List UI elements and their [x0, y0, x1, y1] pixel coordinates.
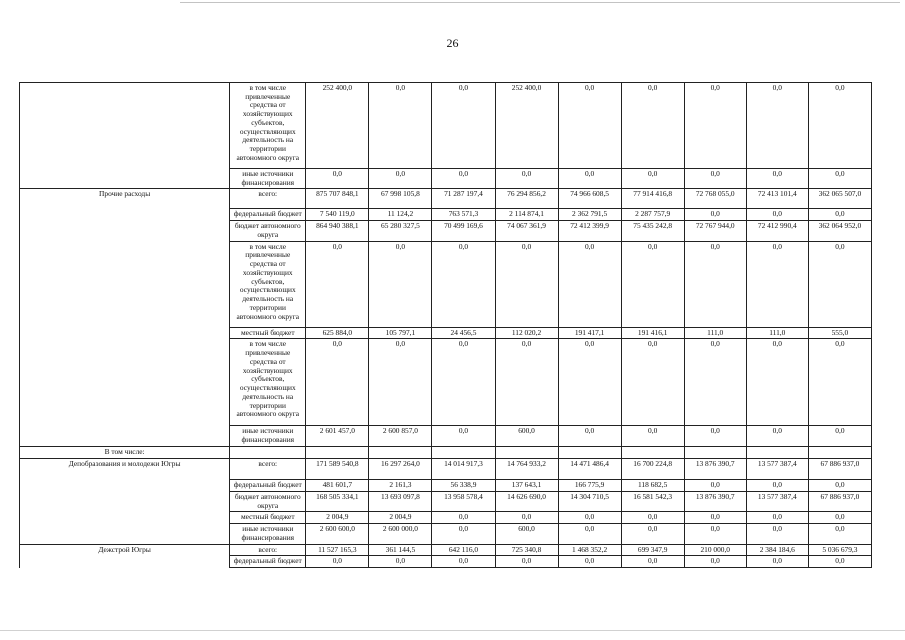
- value-cell: 2 004,9: [306, 512, 369, 524]
- value-cell: 2 600 600,0: [306, 524, 369, 544]
- value-cell: 0,0: [808, 512, 871, 524]
- value-cell: 0,0: [558, 426, 621, 447]
- value-cell: 555,0: [808, 327, 871, 339]
- value-cell: 0,0: [621, 426, 684, 447]
- value-cell: 875 707 848,1: [306, 189, 369, 209]
- funding-source-cell: бюджет автономного округа: [230, 221, 306, 241]
- value-cell: 0,0: [808, 209, 871, 221]
- value-cell: 0,0: [369, 339, 432, 426]
- funding-source-cell: местный бюджет: [230, 512, 306, 524]
- value-cell: 362 064 952,0: [808, 221, 871, 241]
- row-label-cell: [20, 480, 230, 492]
- value-cell: 361 144,5: [369, 544, 432, 556]
- table-row: [20, 327, 872, 339]
- value-cell: 0,0: [621, 83, 684, 169]
- value-cell: 2 600 000,0: [369, 524, 432, 544]
- value-cell: 0,0: [684, 169, 746, 189]
- value-cell: 65 280 327,5: [369, 221, 432, 241]
- value-cell: 0,0: [684, 556, 746, 568]
- value-cell: 0,0: [746, 339, 808, 426]
- value-cell: 252 400,0: [306, 83, 369, 169]
- table-row: [20, 339, 872, 426]
- value-cell: 105 797,1: [369, 327, 432, 339]
- value-cell: 252 400,0: [495, 83, 558, 169]
- value-cell: 0,0: [684, 339, 746, 426]
- value-cell: 0,0: [495, 512, 558, 524]
- value-cell: 14 626 690,0: [495, 491, 558, 511]
- value-cell: 67 886 937,0: [808, 459, 871, 480]
- value-cell: 0,0: [746, 524, 808, 544]
- value-cell: 2 161,3: [369, 480, 432, 492]
- value-cell: 137 643,1: [495, 480, 558, 492]
- row-label-cell: [20, 556, 230, 568]
- value-cell: 625 884,0: [306, 327, 369, 339]
- funding-source-cell: в том числе привлеченные средства от хозяйствующих субъектов, осуществляющих деятельность на территории автономного округа: [230, 241, 306, 327]
- value-cell: 0,0: [432, 426, 495, 447]
- value-cell: 0,0: [684, 426, 746, 447]
- value-cell: 0,0: [306, 339, 369, 426]
- value-cell: 2 287 757,9: [621, 209, 684, 221]
- table-row: [20, 512, 872, 524]
- value-cell: 0,0: [808, 426, 871, 447]
- value-cell: 7 540 119,0: [306, 209, 369, 221]
- funding-source-cell: в том числе привлеченные средства от хозяйствующих субъектов, осуществляющих деятельность на территории автономного округа: [230, 339, 306, 426]
- value-cell: 0,0: [495, 241, 558, 327]
- value-cell: 481 601,7: [306, 480, 369, 492]
- value-cell: 0,0: [558, 169, 621, 189]
- value-cell: 0,0: [621, 241, 684, 327]
- value-cell: 77 914 416,8: [621, 189, 684, 209]
- value-cell: 0,0: [621, 512, 684, 524]
- value-cell: 0,0: [746, 512, 808, 524]
- row-label-cell: Прочие расходы: [20, 189, 230, 209]
- value-cell: [684, 447, 746, 459]
- value-cell: 14 014 917,3: [432, 459, 495, 480]
- value-cell: 24 456,5: [432, 327, 495, 339]
- value-cell: 111,0: [684, 327, 746, 339]
- value-cell: 2 384 184,6: [746, 544, 808, 556]
- value-cell: 171 589 540,8: [306, 459, 369, 480]
- value-cell: [808, 447, 871, 459]
- value-cell: 0,0: [432, 169, 495, 189]
- row-label-cell: [20, 512, 230, 524]
- value-cell: [495, 447, 558, 459]
- value-cell: [369, 447, 432, 459]
- value-cell: 699 347,9: [621, 544, 684, 556]
- value-cell: 2 601 457,0: [306, 426, 369, 447]
- value-cell: 0,0: [432, 524, 495, 544]
- value-cell: 72 767 944,0: [684, 221, 746, 241]
- table-row: [20, 209, 872, 221]
- table-row: [20, 491, 872, 511]
- value-cell: 11 124,2: [369, 209, 432, 221]
- funding-source-cell: иные источники финансирования: [230, 426, 306, 447]
- value-cell: 0,0: [558, 241, 621, 327]
- value-cell: 0,0: [621, 339, 684, 426]
- scan-edge-top: [180, 2, 900, 3]
- funding-source-cell: иные источники финансирования: [230, 524, 306, 544]
- table-row: [20, 189, 872, 209]
- value-cell: [432, 447, 495, 459]
- value-cell: 13 958 578,4: [432, 491, 495, 511]
- value-cell: 13 876 390,7: [684, 459, 746, 480]
- funding-source-cell: всего:: [230, 189, 306, 209]
- funding-source-cell: в том числе привлеченные средства от хозяйствующих субъектов, осуществляющих деятельность на территории автономного округа: [230, 83, 306, 169]
- row-label-cell: [20, 426, 230, 447]
- row-label-cell: Дежстрой Югры: [20, 544, 230, 556]
- value-cell: 67 886 937,0: [808, 491, 871, 511]
- value-cell: 13 693 097,8: [369, 491, 432, 511]
- value-cell: 0,0: [621, 169, 684, 189]
- value-cell: 0,0: [432, 556, 495, 568]
- value-cell: 13 876 390,7: [684, 491, 746, 511]
- value-cell: 0,0: [432, 339, 495, 426]
- table-row: [20, 459, 872, 480]
- value-cell: 2 114 874,1: [495, 209, 558, 221]
- value-cell: 16 700 224,8: [621, 459, 684, 480]
- value-cell: 14 764 933,2: [495, 459, 558, 480]
- value-cell: 0,0: [558, 339, 621, 426]
- value-cell: 70 499 169,6: [432, 221, 495, 241]
- value-cell: 0,0: [432, 241, 495, 327]
- table-row: [20, 169, 872, 189]
- value-cell: 0,0: [808, 83, 871, 169]
- value-cell: 0,0: [808, 480, 871, 492]
- value-cell: 2 362 791,5: [558, 209, 621, 221]
- value-cell: 0,0: [808, 524, 871, 544]
- value-cell: 642 116,0: [432, 544, 495, 556]
- value-cell: 0,0: [684, 241, 746, 327]
- table-row: [20, 480, 872, 492]
- scan-edge-bottom: [0, 630, 905, 631]
- value-cell: 71 287 197,4: [432, 189, 495, 209]
- value-cell: 2 004,9: [369, 512, 432, 524]
- funding-source-cell: федеральный бюджет: [230, 556, 306, 568]
- table-row: [20, 556, 872, 568]
- row-label-cell: Депобразования и молодежи Югры: [20, 459, 230, 480]
- value-cell: 2 600 857,0: [369, 426, 432, 447]
- value-cell: 67 998 105,8: [369, 189, 432, 209]
- value-cell: 0,0: [495, 339, 558, 426]
- funding-source-cell: местный бюджет: [230, 327, 306, 339]
- value-cell: 0,0: [306, 169, 369, 189]
- value-cell: 74 067 361,9: [495, 221, 558, 241]
- value-cell: 0,0: [369, 241, 432, 327]
- table-row: [20, 241, 872, 327]
- value-cell: 0,0: [746, 426, 808, 447]
- funding-source-cell: федеральный бюджет: [230, 209, 306, 221]
- value-cell: 191 417,1: [558, 327, 621, 339]
- funding-source-cell: бюджет автономного округа: [230, 491, 306, 511]
- value-cell: 111,0: [746, 327, 808, 339]
- value-cell: 0,0: [558, 83, 621, 169]
- value-cell: 0,0: [306, 556, 369, 568]
- value-cell: 0,0: [621, 556, 684, 568]
- value-cell: [306, 447, 369, 459]
- row-label-cell: [20, 169, 230, 189]
- table-body: [20, 83, 872, 568]
- value-cell: [621, 447, 684, 459]
- value-cell: 191 416,1: [621, 327, 684, 339]
- value-cell: 56 338,9: [432, 480, 495, 492]
- value-cell: 1 468 352,2: [558, 544, 621, 556]
- value-cell: 166 775,9: [558, 480, 621, 492]
- table-row: [20, 447, 872, 459]
- value-cell: 0,0: [558, 512, 621, 524]
- value-cell: 763 571,3: [432, 209, 495, 221]
- row-label-cell: [20, 491, 230, 511]
- value-cell: 0,0: [808, 556, 871, 568]
- funding-source-cell: иные источники финансирования: [230, 169, 306, 189]
- value-cell: 0,0: [558, 524, 621, 544]
- funding-source-cell: [230, 447, 306, 459]
- value-cell: 74 966 608,5: [558, 189, 621, 209]
- value-cell: 0,0: [369, 556, 432, 568]
- table-row: [20, 544, 872, 556]
- value-cell: 168 505 334,1: [306, 491, 369, 511]
- value-cell: 0,0: [746, 480, 808, 492]
- value-cell: 76 294 856,2: [495, 189, 558, 209]
- value-cell: [558, 447, 621, 459]
- value-cell: 72 412 399,9: [558, 221, 621, 241]
- value-cell: 0,0: [495, 556, 558, 568]
- value-cell: [746, 447, 808, 459]
- value-cell: 0,0: [684, 209, 746, 221]
- value-cell: 600,0: [495, 426, 558, 447]
- value-cell: 16 581 542,3: [621, 491, 684, 511]
- value-cell: 72 412 990,4: [746, 221, 808, 241]
- row-label-cell: [20, 339, 230, 426]
- value-cell: 11 527 165,3: [306, 544, 369, 556]
- value-cell: 14 304 710,5: [558, 491, 621, 511]
- value-cell: 5 036 679,3: [808, 544, 871, 556]
- value-cell: 0,0: [808, 169, 871, 189]
- value-cell: 72 413 101,4: [746, 189, 808, 209]
- budget-table: [19, 82, 872, 568]
- value-cell: 362 065 507,0: [808, 189, 871, 209]
- value-cell: 0,0: [432, 512, 495, 524]
- value-cell: 0,0: [746, 83, 808, 169]
- table-row: [20, 83, 872, 169]
- value-cell: 210 000,0: [684, 544, 746, 556]
- funding-source-cell: всего:: [230, 459, 306, 480]
- value-cell: 14 471 486,4: [558, 459, 621, 480]
- value-cell: 0,0: [684, 512, 746, 524]
- value-cell: 600,0: [495, 524, 558, 544]
- value-cell: 118 682,5: [621, 480, 684, 492]
- funding-source-cell: федеральный бюджет: [230, 480, 306, 492]
- value-cell: 0,0: [746, 241, 808, 327]
- value-cell: 0,0: [808, 241, 871, 327]
- value-cell: 0,0: [369, 83, 432, 169]
- value-cell: 725 340,8: [495, 544, 558, 556]
- value-cell: 0,0: [684, 524, 746, 544]
- value-cell: 0,0: [684, 480, 746, 492]
- value-cell: 0,0: [495, 169, 558, 189]
- value-cell: 0,0: [369, 169, 432, 189]
- value-cell: 0,0: [306, 241, 369, 327]
- value-cell: 864 940 388,1: [306, 221, 369, 241]
- value-cell: 0,0: [621, 524, 684, 544]
- row-label-cell: [20, 524, 230, 544]
- table-row: [20, 426, 872, 447]
- row-label-cell: [20, 241, 230, 327]
- row-label-cell: [20, 83, 230, 169]
- value-cell: 75 435 242,8: [621, 221, 684, 241]
- table-row: [20, 221, 872, 241]
- value-cell: 13 577 387,4: [746, 491, 808, 511]
- row-label-cell: [20, 209, 230, 221]
- row-label-cell: [20, 327, 230, 339]
- value-cell: 0,0: [746, 556, 808, 568]
- table-row: [20, 524, 872, 544]
- value-cell: 0,0: [684, 83, 746, 169]
- value-cell: 72 768 055,0: [684, 189, 746, 209]
- value-cell: 13 577 387,4: [746, 459, 808, 480]
- value-cell: 0,0: [746, 169, 808, 189]
- value-cell: 16 297 264,0: [369, 459, 432, 480]
- row-label-cell: [20, 221, 230, 241]
- value-cell: 0,0: [808, 339, 871, 426]
- value-cell: 0,0: [746, 209, 808, 221]
- value-cell: 112 020,2: [495, 327, 558, 339]
- value-cell: 0,0: [558, 556, 621, 568]
- row-label-cell: В том числе:: [20, 447, 230, 459]
- page-number: 26: [446, 36, 459, 50]
- funding-source-cell: всего:: [230, 544, 306, 556]
- value-cell: 0,0: [432, 83, 495, 169]
